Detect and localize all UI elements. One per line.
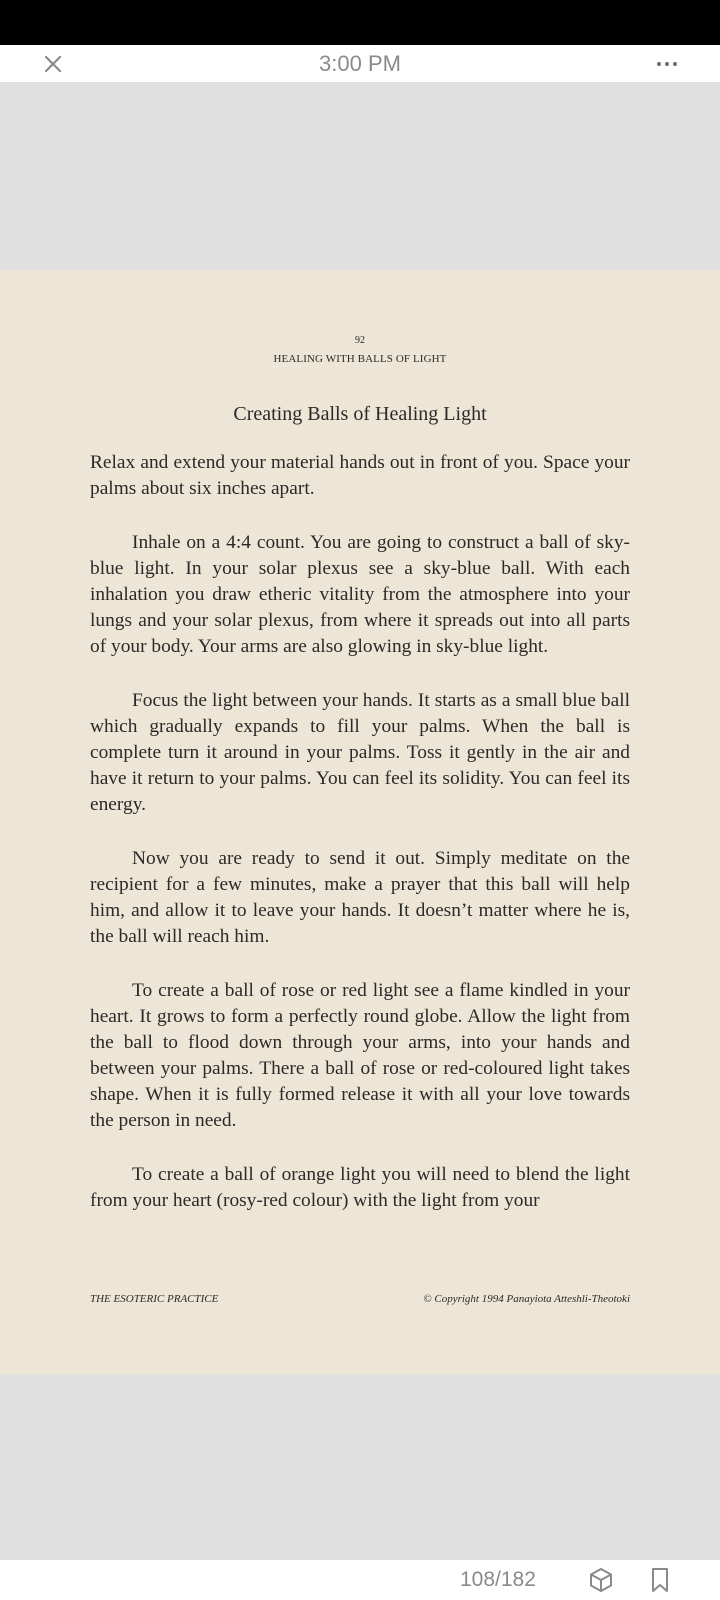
- bookmark-button[interactable]: [645, 1565, 675, 1595]
- more-horizontal-icon: [650, 49, 684, 79]
- footer-book-title: THE ESOTERIC PRACTICE: [90, 1293, 219, 1305]
- body-text: [90, 450, 630, 1242]
- top-toolbar: [0, 45, 720, 82]
- status-bar: [0, 0, 720, 45]
- paragraph: Focus the light between your hands. It starts as a small blue ball which gradually expands to fill your palms. When the ball is complete turn it around in your palms. Toss it gently in the air and have it return to your palms. You can feel its solidity. You can feel its energy.: [90, 690, 630, 815]
- reader-background-bottom: [0, 1374, 720, 1560]
- section-title: Creating Balls of Healing Light: [233, 403, 487, 425]
- paragraph: Now you are ready to send it out. Simply meditate on the recipient for a few minutes, make a prayer that this ball will help him, and allow it to leave your hands. It doesn’t matter where he is, the ball will reach him.: [90, 848, 630, 947]
- bottom-toolbar: [0, 1560, 720, 1600]
- footer-copyright: © Copyright 1994 Panayiota Atteshli-Theotoki: [423, 1293, 630, 1305]
- bookmark-icon: [645, 1565, 675, 1595]
- paragraph: Relax and extend your material hands out in front of you. Space your palms about six inches apart.: [90, 452, 630, 499]
- page-counter[interactable]: 108/182: [460, 1568, 536, 1591]
- reader-background-top: [0, 82, 720, 270]
- clock-time: 3:00 PM: [319, 51, 401, 76]
- paragraph: Inhale on a 4:4 count. You are going to construct a ball of sky-blue light. In your solar plexus see a sky-blue ball. With each inhalation you draw etheric vitality from the atmosphere into your lungs and your solar plexus, from where it spreads out into all parts of your body. Your arms are also glowing in sky-blue light.: [90, 532, 630, 657]
- running-head: HEALING WITH BALLS OF LIGHT: [273, 353, 447, 365]
- book-page[interactable]: [0, 270, 720, 1374]
- page-number: 92: [355, 335, 365, 346]
- cube-icon: [586, 1565, 616, 1595]
- more-options-button[interactable]: [650, 49, 684, 79]
- view-mode-button[interactable]: [586, 1565, 616, 1595]
- paragraph: To create a ball of rose or red light see a flame kindled in your heart. It grows to form a perfectly round globe. Allow the light from the ball to flood down through your arms, into your hands and between your palms. There a ball of rose or red-coloured light takes shape. When it is fully formed release it with all your love towards the person in need.: [90, 980, 630, 1131]
- paragraph: To create a ball of orange light you will need to blend the light from your heart (rosy-red colour) with the light from your: [90, 1164, 630, 1211]
